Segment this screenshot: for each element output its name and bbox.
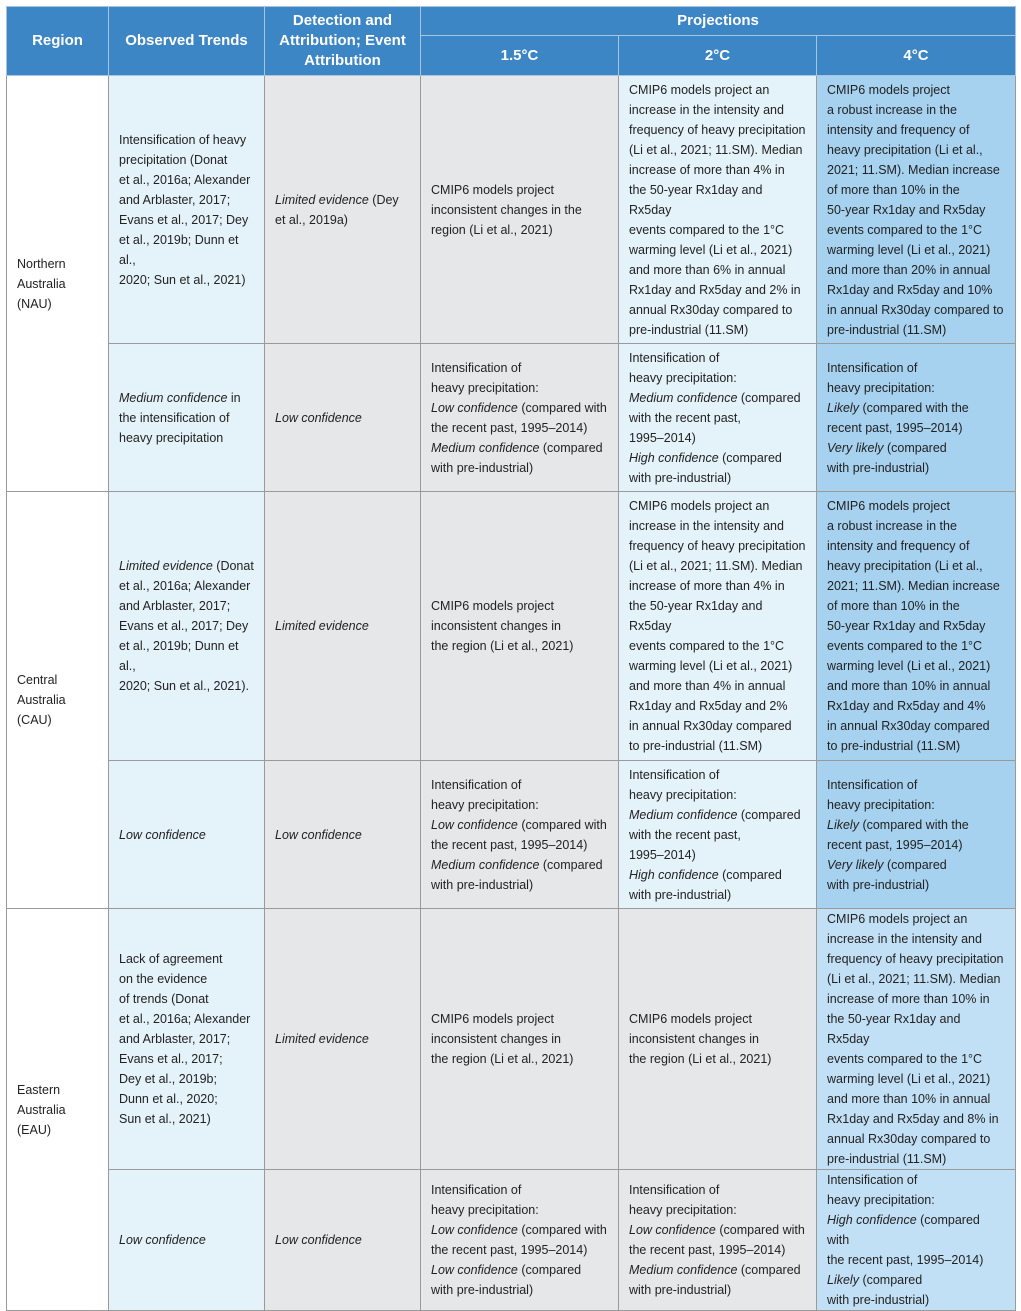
confidence-term: Low confidence [275,1233,362,1247]
text-line: the recent past, 1995–2014) [629,1243,786,1257]
text-line: (compared with the [858,817,969,832]
text-line: the 50-year Rx1day and Rx5day [629,599,763,633]
text-line: Intensification of [431,1183,522,1197]
text-line: and more than 4% in annual [629,679,786,693]
text-line: with pre-industrial) [629,470,732,485]
text-line: of trends (Donat [119,992,209,1006]
text-line: heavy precipitation: [827,797,935,812]
text-line: (compared with [827,1213,980,1247]
projection-4c-cell [817,761,1016,909]
detection-cell [265,76,421,344]
text-line: (compared [539,857,603,872]
observed-trends-cell [109,492,265,761]
header-1-5c: 1.5°C [421,36,619,76]
text-line: 50-year Rx1day and Rx5day [827,619,986,633]
text-line: Intensification of [629,767,720,782]
region-name: Eastern [17,1082,61,1097]
text-line: et al., 2019b; Dunn et al., [119,639,239,673]
confidence-term: High confidence [629,450,719,465]
confidence-term: Limited evidence [275,619,369,633]
text-line: annual Rx30day compared to [629,302,793,317]
text-line: et al., 2019b; Dunn et al., [119,232,239,267]
header-projections: Projections [421,7,1016,36]
text-line: heavy precipitation: [629,370,737,385]
text-line: heavy precipitation: [827,380,935,395]
text-line: Intensification of [629,1183,720,1197]
text-line: 2020; Sun et al., 2021) [119,272,246,287]
text-line: the recent past, 1995–2014) [431,1243,588,1257]
text-line: events compared to the 1°C [629,222,785,237]
confidence-term: Medium confidence [119,390,228,405]
text-line: (Li et al., 2021; 11.SM). Median [629,559,803,573]
confidence-term: Low confidence [431,1223,518,1237]
confidence-term: Low confidence [629,1223,716,1237]
assessment-table [6,6,1016,1311]
text-line: events compared to the 1°C [629,639,785,653]
text-line: and more than 10% in annual [827,1092,991,1106]
text-line: CMIP6 models project [629,1012,752,1026]
text-line: with the recent past, [629,827,741,842]
region-name: Northern [17,256,66,271]
text-line: increase in the intensity and [629,519,784,533]
text-line: with pre-industrial) [827,877,930,892]
text-line: Intensification of [827,360,918,375]
confidence-term: Low confidence [119,827,206,842]
text-line: events compared to the 1°C [827,1052,983,1066]
text-line: a robust increase in the [827,519,957,533]
text-line: heavy precipitation: [629,1203,737,1217]
text-line: the region (Li et al., 2021) [431,1052,574,1066]
text-line: the recent past, 1995–2014) [431,420,588,435]
projection-2c-cell [619,492,817,761]
text-line: CMIP6 models project [827,82,950,97]
text-line: 2021; 11.SM). Median increase [827,579,1000,593]
text-line: heavy precipitation [119,430,224,445]
text-line: with the recent past, [629,410,741,425]
text-line: 1995–2014) [629,430,696,445]
confidence-term: Low confidence [431,1263,518,1277]
projection-2c-cell [619,761,817,909]
text-line: Rx1day and Rx5day and 8% in [827,1112,999,1126]
projection-1-5c-cell [421,492,619,761]
text-line: and Arblaster, 2017; [119,192,231,207]
text-line: CMIP6 models project [431,182,554,197]
text-line: Lack of agreement [119,952,223,966]
text-line: 50-year Rx1day and Rx5day [827,202,986,217]
text-line: of more than 10% in the [827,599,960,613]
text-line: CMIP6 models project an [629,499,770,513]
text-line: pre-industrial (11.SM) [827,1152,947,1166]
detection-cell [265,344,421,492]
text-line: CMIP6 models project [827,499,950,513]
text-line: Intensification of [629,350,720,365]
text-line: Evans et al., 2017; [119,1052,223,1066]
text-line: and more than 20% in annual [827,262,991,277]
text-line: with pre-industrial) [431,877,534,892]
text-line: CMIP6 models project an [827,912,968,926]
projection-4c-cell [817,344,1016,492]
text-line: precipitation (Donat [119,152,228,167]
text-line: the recent past, 1995–2014) [827,1253,984,1267]
text-line: (Dey [368,192,399,207]
projection-2c-cell [619,909,817,1170]
text-line: to pre-industrial (11.SM) [827,739,961,753]
projection-1-5c-cell [421,761,619,909]
text-line: Dunn et al., 2020; [119,1092,218,1106]
text-line: CMIP6 models project [431,1012,554,1026]
text-line: increase of more than 4% in [629,162,785,177]
text-line: Rx1day and Rx5day and 4% [827,699,986,713]
text-line: (compared with [517,1223,607,1237]
region-code: (EAU) [17,1122,52,1137]
text-line: warming level (Li et al., 2021) [629,659,793,673]
text-line: increase in the intensity and [629,102,784,117]
text-line: et al., 2016a; Alexander [119,579,251,593]
text-line: 1995–2014) [629,847,696,862]
confidence-term: Low confidence [275,827,362,842]
text-line: warming level (Li et al., 2021) [827,242,991,257]
text-line: to pre-industrial (11.SM) [629,739,763,753]
text-line: intensity and frequency of [827,122,970,137]
text-line: inconsistent changes in the [431,202,582,217]
text-line: Intensification of heavy [119,132,247,147]
text-line: warming level (Li et al., 2021) [629,242,793,257]
text-line: region (Li et al., 2021) [431,222,553,237]
projection-4c-cell [817,76,1016,344]
table-row [7,492,1016,761]
text-line: a robust increase in the [827,102,957,117]
confidence-term: Medium confidence [629,390,738,405]
text-line: and more than 6% in annual [629,262,786,277]
text-line: et al., 2019a) [275,212,348,227]
confidence-term: Medium confidence [629,807,738,822]
text-line: Rx1day and Rx5day and 10% [827,282,993,297]
region-name: Australia [17,276,66,291]
text-line: events compared to the 1°C [827,222,983,237]
confidence-term: Low confidence [431,817,518,832]
table-row [7,1170,1016,1311]
projection-1-5c-cell [421,1170,619,1311]
text-line: the region (Li et al., 2021) [431,639,574,653]
text-line: CMIP6 models project [431,599,554,613]
text-line: 2020; Sun et al., 2021). [119,679,249,693]
assessment-table-container [6,6,1015,1311]
confidence-term: Low confidence [119,1233,206,1247]
text-line: and more than 10% in annual [827,679,991,693]
text-line: with pre-industrial) [431,1283,534,1297]
observed-trends-cell [109,909,265,1170]
detection-cell [265,761,421,909]
text-line: Intensification of [827,1173,918,1187]
text-line: (compared with [715,1223,805,1237]
region-code: (CAU) [17,713,52,727]
table-row [7,76,1016,344]
text-line: (compared [517,1263,582,1277]
text-line: increase of more than 10% in [827,992,990,1006]
observed-trends-cell [109,76,265,344]
text-line: with pre-industrial) [629,1283,732,1297]
text-line: heavy precipitation (Li et al., [827,142,983,157]
region-cell-nau [7,76,109,492]
confidence-term: Limited evidence [119,559,213,573]
text-line: (compared [737,1263,801,1277]
header-detection-attribution: Detection and Attribution; Event Attribution [265,7,421,76]
text-line: increase in the intensity and [827,932,982,946]
text-line: 2021; 11.SM). Median increase [827,162,1000,177]
text-line: (compared with [517,400,607,415]
text-line: and Arblaster, 2017; [119,599,231,613]
observed-trends-cell [109,1170,265,1311]
text-line: warming level (Li et al., 2021) [827,659,991,673]
text-line: annual Rx30day compared to [827,1132,991,1146]
text-line: with pre-industrial) [431,460,534,475]
region-name: Central [17,673,58,687]
header-4c: 4°C [817,36,1016,76]
region-name: Australia [17,693,66,707]
text-line: Rx1day and Rx5day and 2% in [629,282,801,297]
detection-cell [265,909,421,1170]
text-line: (compared [737,807,801,822]
text-line: (compared [718,450,782,465]
region-cell-cau [7,492,109,909]
projection-2c-cell [619,76,817,344]
projection-1-5c-cell [421,344,619,492]
text-line: (Li et al., 2021; 11.SM). Median [629,142,803,157]
confidence-term: Medium confidence [431,440,540,455]
text-line: (compared [539,440,603,455]
text-line: (compared [883,857,947,872]
text-line: Sun et al., 2021) [119,1112,211,1126]
text-line: (compared with the [858,400,969,415]
text-line: the 50-year Rx1day and Rx5day [827,1012,961,1046]
detection-cell [265,1170,421,1311]
text-line: et al., 2016a; Alexander [119,1012,251,1026]
text-line: Dey et al., 2019b; [119,1072,217,1086]
text-line: (compared [858,1273,923,1287]
confidence-term: Very likely [827,857,884,872]
text-line: intensity and frequency of [827,539,970,553]
text-line: (Donat [212,559,254,573]
text-line: and Arblaster, 2017; [119,1032,231,1046]
text-line: (compared [737,390,801,405]
text-line: the recent past, 1995–2014) [431,837,588,852]
region-cell-eau [7,909,109,1311]
confidence-term: Very likely [827,440,884,455]
text-line: the region (Li et al., 2021) [629,1052,772,1066]
text-line: heavy precipitation (Li et al., [827,559,983,573]
text-line: increase of more than 4% in [629,579,785,593]
projection-4c-cell [817,492,1016,761]
observed-trends-cell [109,761,265,909]
text-line: with pre-industrial) [827,460,930,475]
text-line: inconsistent changes in [431,619,561,633]
text-line: CMIP6 models project an [629,82,770,97]
text-line: with pre-industrial) [629,887,732,902]
text-line: pre-industrial (11.SM) [629,322,749,337]
region-code: (NAU) [17,296,52,311]
text-line: heavy precipitation: [431,1203,539,1217]
text-line: the 50-year Rx1day and Rx5day [629,182,763,217]
text-line: in [227,390,241,405]
text-line: et al., 2016a; Alexander [119,172,251,187]
text-line: Evans et al., 2017; Dey [119,212,249,227]
confidence-term: High confidence [827,1213,917,1227]
confidence-term: Medium confidence [629,1263,738,1277]
projection-4c-cell [817,909,1016,1170]
text-line: Rx1day and Rx5day and 2% [629,699,788,713]
projection-2c-cell [619,1170,817,1311]
detection-cell [265,492,421,761]
text-line: (compared [718,867,782,882]
text-line: in annual Rx30day compared to [827,302,1004,317]
text-line: (compared with [517,817,607,832]
confidence-term: Likely [827,1273,859,1287]
table-row [7,909,1016,1170]
text-line: inconsistent changes in [629,1032,759,1046]
text-line: events compared to the 1°C [827,639,983,653]
text-line: Intensification of [827,777,918,792]
table-row [7,344,1016,492]
text-line: recent past, 1995–2014) [827,420,963,435]
text-line: heavy precipitation: [431,797,539,812]
text-line: in annual Rx30day compared [629,719,792,733]
text-line: with pre-industrial) [827,1293,930,1307]
text-line: frequency of heavy precipitation [827,952,1004,966]
text-line: Intensification of [431,360,522,375]
table-row [7,761,1016,909]
text-line: (Li et al., 2021; 11.SM). Median [827,972,1001,986]
text-line: Intensification of [431,777,522,792]
text-line: heavy precipitation: [827,1193,935,1207]
text-line: in annual Rx30day compared [827,719,990,733]
confidence-term: Low confidence [431,400,518,415]
region-name: Australia [17,1102,66,1117]
text-line: heavy precipitation: [629,787,737,802]
projection-2c-cell [619,344,817,492]
projection-4c-cell [817,1170,1016,1311]
text-line: of more than 10% in the [827,182,960,197]
confidence-term: Low confidence [275,410,362,425]
header-region: Region [7,7,109,76]
text-line: frequency of heavy precipitation [629,539,806,553]
observed-trends-cell [109,344,265,492]
confidence-term: Likely [827,400,859,415]
text-line: frequency of heavy precipitation [629,122,806,137]
text-line: heavy precipitation: [431,380,539,395]
header-2c: 2°C [619,36,817,76]
text-line: Evans et al., 2017; Dey [119,619,249,633]
text-line: on the evidence [119,972,208,986]
confidence-term: Limited evidence [275,1032,369,1046]
text-line: warming level (Li et al., 2021) [827,1072,991,1086]
text-line: inconsistent changes in [431,1032,561,1046]
text-line: recent past, 1995–2014) [827,837,963,852]
text-line: (compared [883,440,947,455]
confidence-term: Likely [827,817,859,832]
projection-1-5c-cell [421,909,619,1170]
text-line: pre-industrial (11.SM) [827,322,947,337]
confidence-term: High confidence [629,867,719,882]
confidence-term: Limited evidence [275,192,369,207]
projection-1-5c-cell [421,76,619,344]
confidence-term: Medium confidence [431,857,540,872]
header-observed-trends: Observed Trends [109,7,265,76]
text-line: the intensification of [119,410,230,425]
